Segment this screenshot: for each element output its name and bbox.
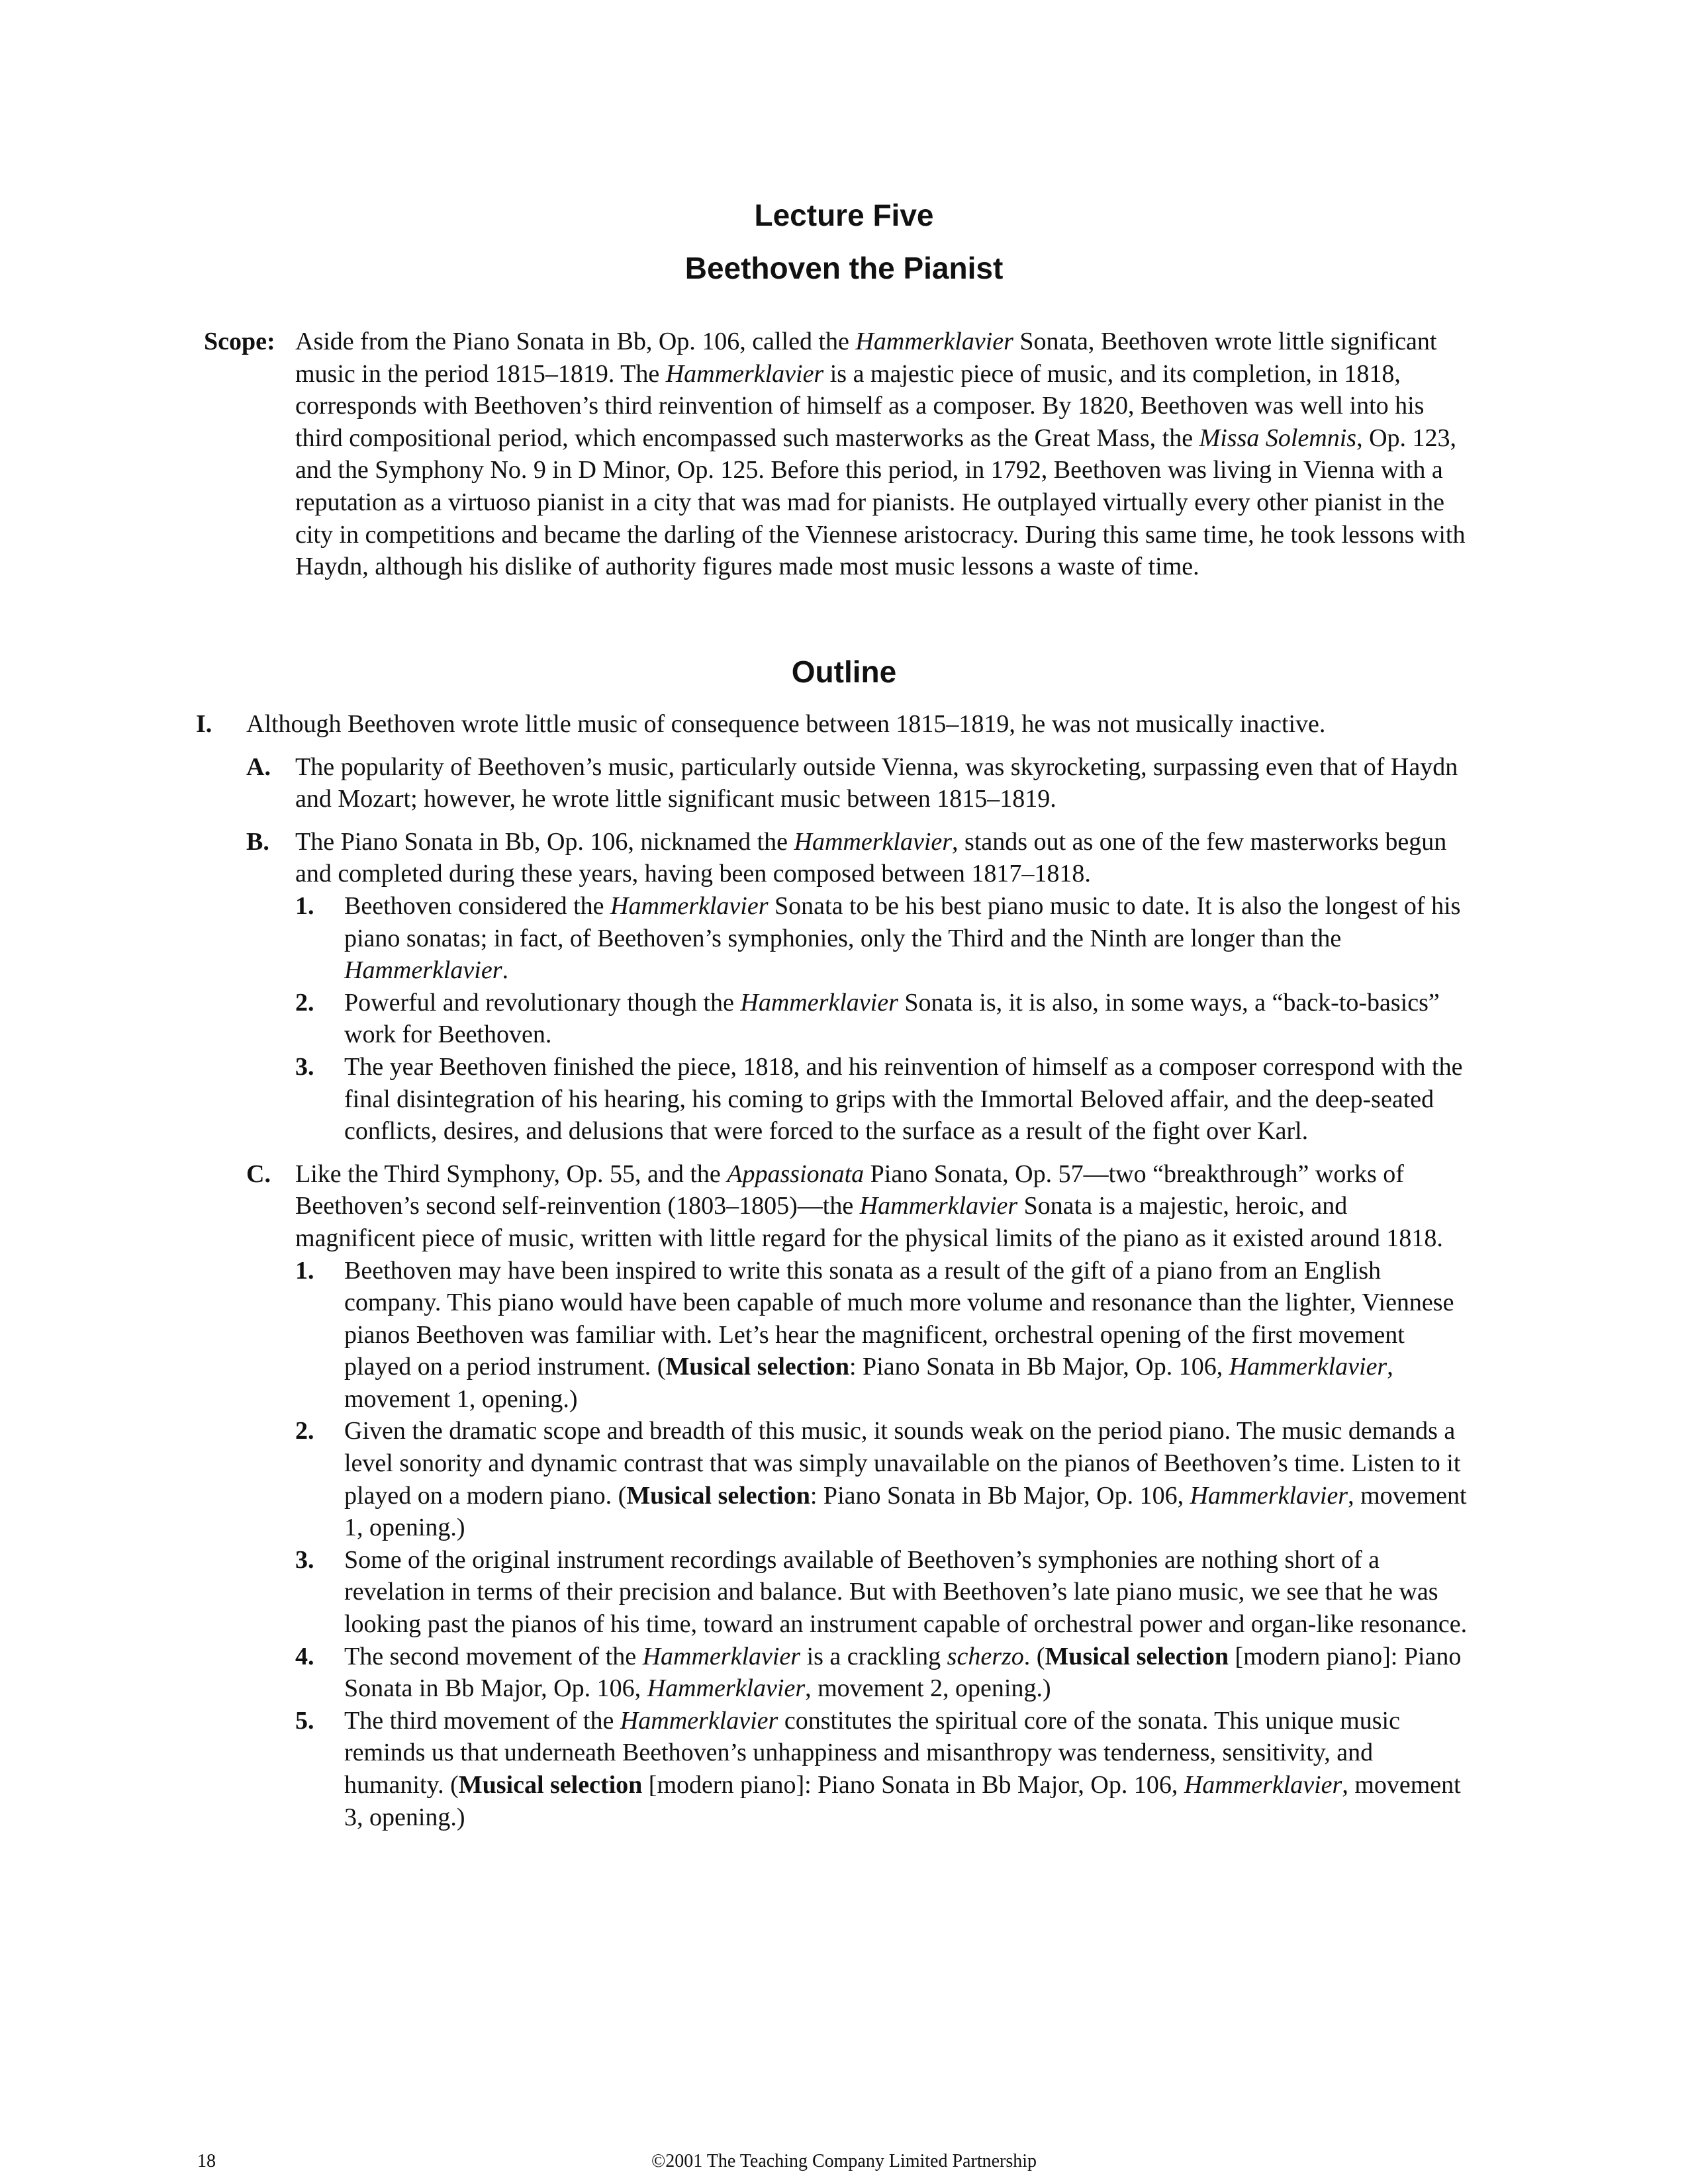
outline-text: The third movement of the Hammerklavier constitutes the spiritual core of the sonata. This unique music reminds us that underneath Beethoven’s unhappiness and misanthropy was tenderness, sensitivity, and humanity. (Musical selection [modern piano]: Piano Sonata in Bb Major, Op. 106, Hammerklavier, movement 3, opening.) bbox=[344, 1706, 1461, 1831]
outline-text: Some of the original instrument recordings available of Beethoven’s symphonies are nothing short of a revelation in terms of their precision and balance. But with Beethoven’s late piano music, we see that he was looking past the pianos of his time, toward an instrument capable of orchestral power and organ-like resonance. bbox=[344, 1545, 1468, 1639]
outline-text: The year Beethoven finished the piece, 1818, and his reinvention of himself as a composer correspond with the final disintegration of his hearing, his coming to grips with the Immortal Beloved affair, and the deep-seated conflicts, desires, and delusions that were forced to the surface as a result of the fight over Karl. bbox=[344, 1052, 1463, 1146]
outline-item-C1 bbox=[295, 1255, 1470, 1416]
outline-label: 1. bbox=[295, 891, 314, 920]
outline-text: The second movement of the Hammerklavier is a crackling scherzo. (Musical selection [modern piano]: Piano Sonata in Bb Major, Op. 106, Hammerklavier, movement 2, opening.) bbox=[344, 1642, 1462, 1703]
outline-item-C2 bbox=[295, 1415, 1470, 1543]
outline-item-B3 bbox=[295, 1051, 1470, 1148]
outline-text: Given the dramatic scope and breadth of this music, it sounds weak on the period piano. The music demands a level sonority and dynamic contrast that was simply unavailable on the pianos of Beethoven’s time. Listen to it played on a modern piano. (Musical selection: Piano Sonata in Bb Major, Op. 106, Hammerklavier, movement 1, opening.) bbox=[344, 1417, 1467, 1542]
outline-label: B. bbox=[246, 827, 269, 856]
outline-label: C. bbox=[246, 1160, 271, 1188]
outline-label: 3. bbox=[295, 1545, 314, 1574]
outline-text: Like the Third Symphony, Op. 55, and the Appassionata Piano Sonata, Op. 57—two “breakthrough” works of Beethoven’s second self-reinvention (1803–1805)—the Hammerklavier Sonata is a majestic, heroic, and magnificent piece of music, written with little regard for the physical limits of the piano as it existed around 1818. bbox=[295, 1160, 1443, 1252]
outline-item-A bbox=[246, 751, 1474, 815]
outline-label: 5. bbox=[295, 1706, 314, 1735]
outline-label: 2. bbox=[295, 1417, 314, 1445]
lecture-number: Lecture Five bbox=[754, 198, 934, 232]
outline-label: 3. bbox=[295, 1052, 314, 1081]
outline-text: Beethoven considered the Hammerklavier Sonata to be his best piano music to date. It is also the longest of his piano sonatas; in fact, of Beethoven’s symphonies, only the Third and the Ninth are longer than the Hammerklavier. bbox=[344, 891, 1461, 985]
outline-item-B2 bbox=[295, 987, 1470, 1051]
outline-text: Beethoven may have been inspired to write this sonata as a result of the gift of a piano from an English company. This piano would have been capable of much more volume and resonance than the lighter, Viennese pianos Beethoven was familiar with. Let’s hear the magnificent, orchestral opening of the first movement played on a period instrument. (Musical selection: Piano Sonata in Bb Major, Op. 106, Hammerklavier, movement 1, opening.) bbox=[344, 1256, 1454, 1413]
scope-paragraph: Aside from the Piano Sonata in Bb, Op. 106, called the Hammerklavier Sonata, Beethoven wrote little significant music in the period 1815–1819. The Hammerklavier is a majestic piece of music, and its completion, in 1818, corresponds with Beethoven’s third reinvention of himself as a composer. By 1820, Beethoven was well into his third compositional period, which encompassed such masterworks as the Great Mass, the Missa Solemnis, Op. 123, and the Symphony No. 9 in D Minor, Op. 125. Before this period, in 1792, Beethoven was living in Vienna with a reputation as a virtuoso pianist in a city that was mad for pianists. He outplayed virtually every other pianist in the city in competitions and became the darling of the Viennese aristocracy. During this same time, he took lessons with Haydn, although his dislike of authority figures made most music lessons a waste of time. bbox=[295, 328, 1466, 581]
outline-text: Although Beethoven wrote little music of consequence between 1815–1819, he was not musically inactive. bbox=[246, 710, 1326, 738]
outline-item-C4 bbox=[295, 1641, 1470, 1705]
outline-label: 2. bbox=[295, 988, 314, 1017]
outline-label: 4. bbox=[295, 1642, 314, 1670]
outline-item-I bbox=[196, 708, 1491, 741]
outline-item-B1 bbox=[295, 890, 1470, 987]
outline-text: Powerful and revolutionary though the Hammerklavier Sonata is, it is also, in some ways, a “back-to-basics” work for Beethoven. bbox=[344, 988, 1440, 1049]
outline-label: 1. bbox=[295, 1256, 314, 1285]
outline-item-C3 bbox=[295, 1544, 1470, 1641]
lecture-title: Beethoven the Pianist bbox=[684, 251, 1004, 285]
outline-item-C bbox=[246, 1158, 1474, 1255]
outline-item-B bbox=[246, 826, 1474, 890]
outline-text: The popularity of Beethoven’s music, particularly outside Vienna, was skyrocketing, surpassing even that of Haydn and Mozart; however, he wrote little significant music between 1815–1819. bbox=[295, 752, 1458, 813]
outline-text: The Piano Sonata in Bb, Op. 106, nicknamed the Hammerklavier, stands out as one of the few masterworks begun and completed during these years, having been composed between 1817–1818. bbox=[295, 827, 1447, 888]
scope-label: Scope: bbox=[204, 328, 275, 355]
outline-item-C5 bbox=[295, 1705, 1470, 1833]
copyright-notice: ©2001 The Teaching Company Limited Partnership bbox=[651, 2151, 1037, 2171]
outline-label: A. bbox=[246, 752, 271, 781]
outline-label: I. bbox=[196, 710, 212, 738]
outline-list bbox=[0, 708, 1688, 1833]
outline-heading: Outline bbox=[791, 655, 897, 689]
page-number: 18 bbox=[197, 2151, 216, 2171]
